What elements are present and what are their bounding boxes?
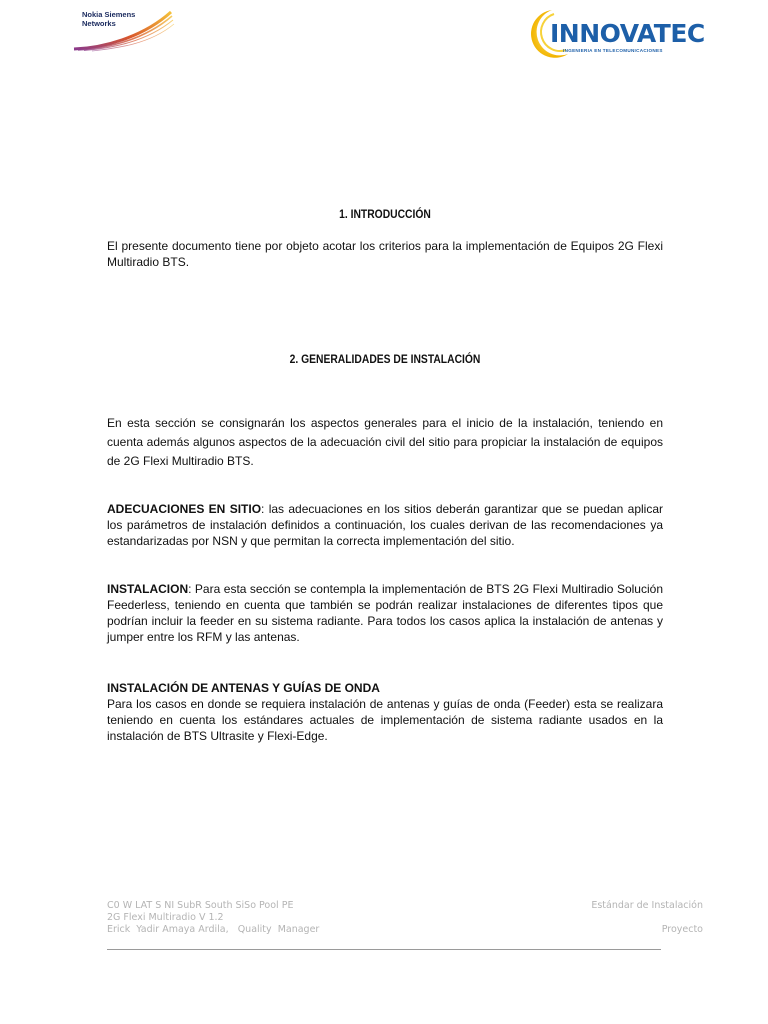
footer-divider <box>107 949 661 950</box>
footer-project-label: Proyecto <box>661 924 703 935</box>
innovatec-brand-text: INNOVATEC <box>550 19 705 48</box>
innovatec-tagline: INGENIERIA EN TELECOMUNICACIONES <box>563 48 663 53</box>
instalacion-label: INSTALACION <box>107 582 189 596</box>
antenas-heading: INSTALACIÓN DE ANTENAS Y GUÍAS DE ONDA <box>107 681 380 695</box>
antenas-paragraph: Para los casos en donde se requiera instalación de antenas y guías de onda (Feeder) esta se realizara teniendo en cuenta los estándares actuales de implementación de sistema radiante usados en la instalación de BTS Ultrasite y Flexi-Edge. <box>107 697 663 743</box>
adecuaciones-text: : las adecuaciones en los sitios deberán garantizar que se puedan aplicar los parámetros de instalación definidos a continuación, los cuales derivan de las recomendaciones ya estandarizadas por NSN y que permitan la correcta implementación del sitio. <box>107 502 664 548</box>
nsn-logo-text: Nokia Siemens Networks <box>82 10 136 28</box>
footer-version: 2G Flexi Multiradio V 1.2 <box>107 912 224 923</box>
footer-author: Erick Yadir Amaya Ardila, Quality Manager <box>107 924 320 935</box>
footer-left <box>107 900 319 936</box>
nokia-siemens-networks-logo <box>72 8 176 52</box>
footer-project-code: C0 W LAT S NI SubR South SiSo Pool PE <box>107 900 294 911</box>
adecuaciones-label: ADECUACIONES EN SITIO <box>107 502 262 516</box>
footer-right <box>591 900 703 936</box>
general-heading: 2. GENERALIDADES DE INSTALACIÓN <box>289 352 481 366</box>
adecuaciones-paragraph <box>107 501 663 549</box>
innovatec-logo <box>524 4 714 62</box>
instalacion-text: : Para esta sección se contempla la implementación de BTS 2G Flexi Multiradio Solución Feederless, teniendo en cuenta que también se podrán realizar instalaciones de diferentes tipos que podrían incluir la feeder en su sistema radiante. Para todos los casos aplica la instalación de antenas y jumper entre los RFM y las antenas. <box>107 582 663 644</box>
footer-document-type: Estándar de Instalación <box>591 900 703 911</box>
instalacion-paragraph <box>107 581 663 645</box>
intro-heading: 1. INTRODUCCIÓN <box>339 207 431 221</box>
intro-paragraph: El presente documento tiene por objeto acotar los criterios para la implementación de Equipos 2G Flexi Multiradio BTS. <box>107 239 663 269</box>
general-paragraph: En esta sección se consignarán los aspectos generales para el inicio de la instalación, teniendo en cuenta además algunos aspectos de la adecuación civil del sitio para propiciar la instalación de equipos de 2G Flexi Multiradio BTS. <box>107 416 663 468</box>
